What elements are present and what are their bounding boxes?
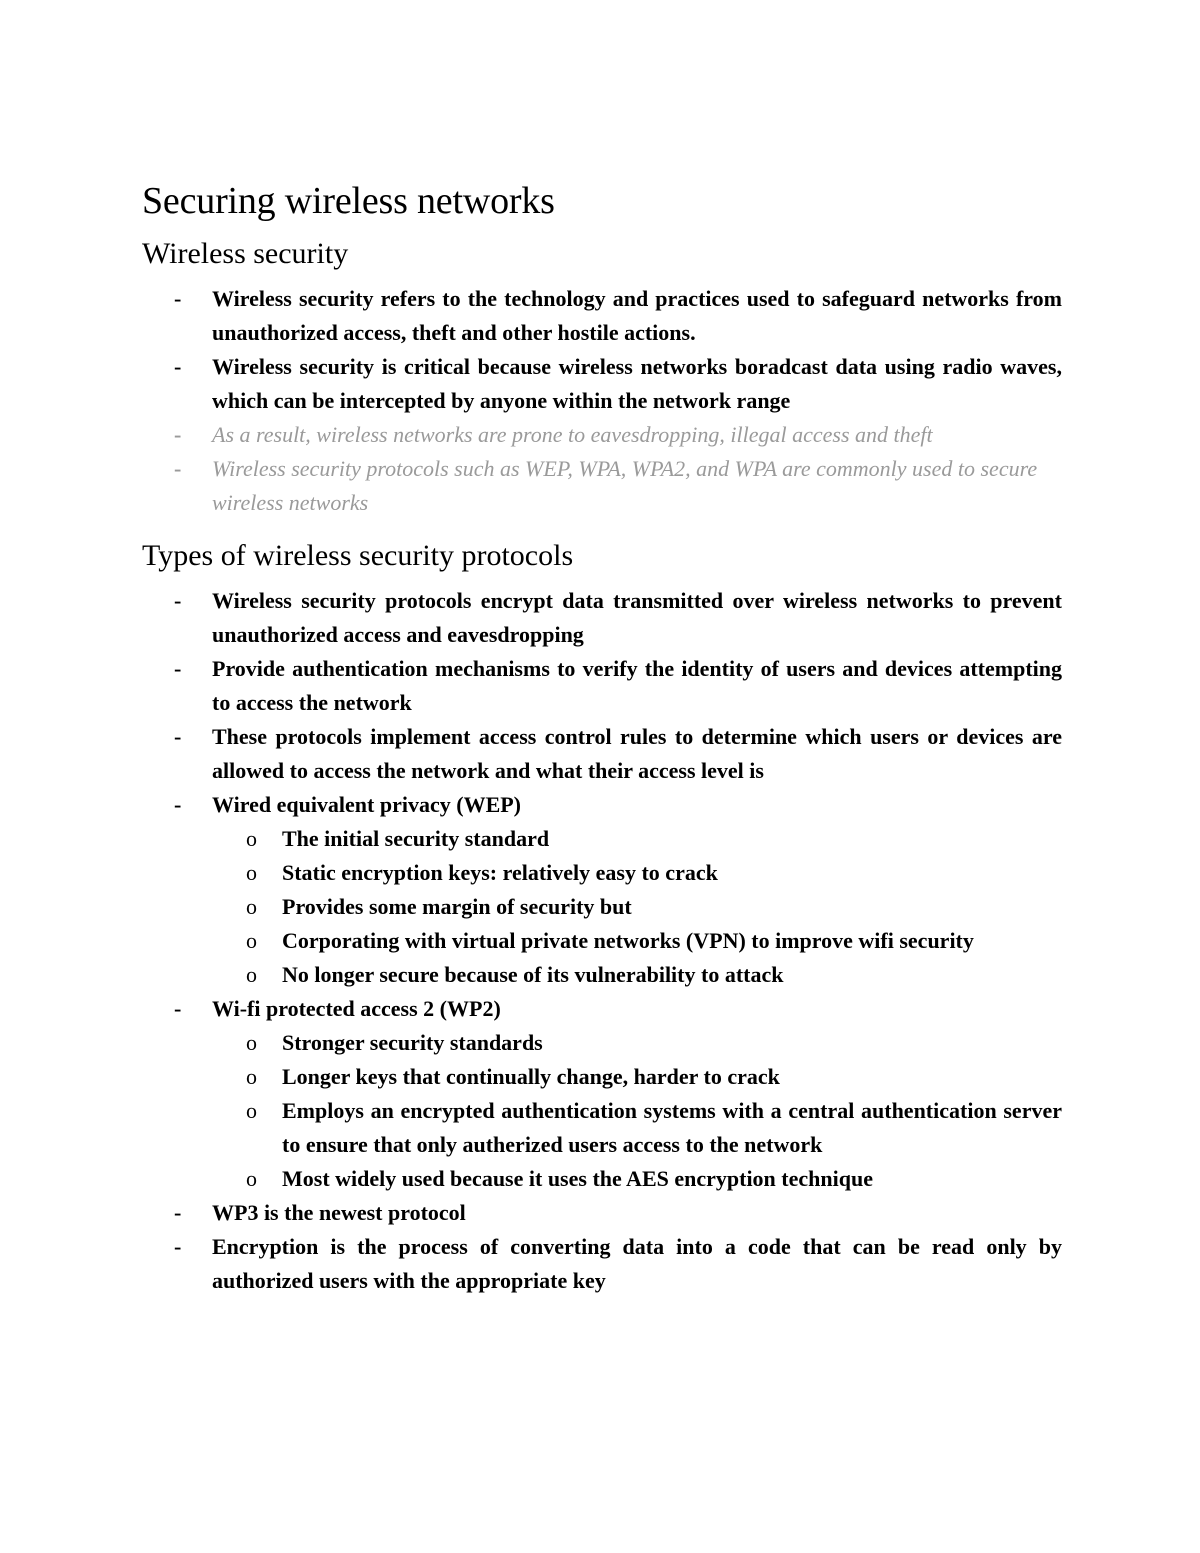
dash-bullet: - [174, 996, 182, 1021]
list-item [142, 720, 1062, 788]
circle-bullet: o [246, 826, 257, 851]
sublist-item-text: Static encryption keys: relatively easy to crack [282, 860, 718, 885]
list-item [142, 788, 1062, 992]
sublist-item [212, 1162, 1062, 1196]
bullet-list-wireless-security [142, 282, 1062, 520]
dash-bullet: - [174, 792, 182, 817]
list-item-text: Wireless security protocols encrypt data transmitted over wireless networks to prevent unauthorized access and eavesdropping [212, 588, 1062, 647]
list-item [142, 584, 1062, 652]
page-title: Securing wireless networks [142, 180, 555, 222]
sublist-item [212, 822, 1062, 856]
list-item [142, 652, 1062, 720]
list-item [142, 452, 1062, 520]
sublist-item-text: Provides some margin of security but [282, 894, 632, 919]
dash-bullet: - [174, 422, 182, 447]
list-item-text: Wireless security protocols such as WEP, WPA, WPA2, and WPA are commonly used to secure wireless networks [212, 456, 1038, 515]
sublist-item-text: Longer keys that continually change, harder to crack [282, 1064, 780, 1089]
sublist-wrapper [142, 1026, 1062, 1196]
dash-bullet: - [174, 456, 182, 481]
list-item-text: Wi-fi protected access 2 (WP2) [212, 996, 501, 1021]
sublist-wpa2 [212, 1026, 1062, 1196]
sublist-item [212, 1026, 1062, 1060]
dash-bullet: - [174, 724, 182, 749]
sublist-wep [212, 822, 1062, 992]
list-item-text: Wireless security refers to the technology and practices used to safeguard networks from unauthorized access, theft and other hostile actions. [212, 286, 1062, 345]
document-content [142, 176, 1062, 1298]
list-item-text: Encryption is the process of converting data into a code that can be read only by authorized users with the appropriate key [212, 1234, 1062, 1293]
circle-bullet: o [246, 1064, 257, 1089]
sublist-item [212, 924, 1062, 958]
sublist-item-text: Corporating with virtual private networks (VPN) to improve wifi security [282, 928, 974, 953]
sublist-item-text: Stronger security standards [282, 1030, 543, 1055]
list-item-text: WP3 is the newest protocol [212, 1200, 466, 1225]
sublist-wrapper [142, 822, 1062, 992]
list-item [142, 992, 1062, 1196]
dash-bullet: - [174, 588, 182, 613]
sublist-item-text: Most widely used because it uses the AES encryption technique [282, 1166, 873, 1191]
section-heading-protocol-types: Types of wireless security protocols [142, 539, 574, 572]
dash-bullet: - [174, 1200, 182, 1225]
sublist-item [212, 856, 1062, 890]
dash-bullet: - [174, 286, 182, 311]
bullet-list-protocol-types [142, 584, 1062, 1298]
dash-bullet: - [174, 1234, 182, 1259]
circle-bullet: o [246, 1098, 257, 1123]
circle-bullet: o [246, 894, 257, 919]
circle-bullet: o [246, 928, 257, 953]
list-item [142, 350, 1062, 418]
sublist-item-text: Employs an encrypted authentication systems with a central authentication server to ensure that only autherized users access to the network [282, 1098, 1062, 1157]
list-item-text: Wireless security is critical because wireless networks boradcast data using radio waves, which can be intercepted by anyone within the network range [212, 354, 1062, 413]
sublist-item-text: The initial security standard [282, 826, 550, 851]
circle-bullet: o [246, 860, 257, 885]
circle-bullet: o [246, 962, 257, 987]
list-item [142, 418, 1062, 452]
list-item-text: These protocols implement access control rules to determine which users or devices are allowed to access the network and what their access level is [212, 724, 1062, 783]
circle-bullet: o [246, 1030, 257, 1055]
dash-bullet: - [174, 656, 182, 681]
list-item-text: Wired equivalent privacy (WEP) [212, 792, 522, 817]
sublist-item [212, 890, 1062, 924]
list-item [142, 282, 1062, 350]
sublist-item [212, 1094, 1062, 1162]
list-item [142, 1230, 1062, 1298]
section-heading-wireless-security: Wireless security [142, 237, 349, 270]
dash-bullet: - [174, 354, 182, 379]
list-item [142, 1196, 1062, 1230]
list-item-text: Provide authentication mechanisms to verify the identity of users and devices attempting to access the network [212, 656, 1062, 715]
circle-bullet: o [246, 1166, 257, 1191]
list-item-text: As a result, wireless networks are prone to eavesdropping, illegal access and theft [212, 422, 933, 447]
sublist-item-text: No longer secure because of its vulnerability to attack [282, 962, 784, 987]
sublist-item [212, 1060, 1062, 1094]
sublist-item [212, 958, 1062, 992]
